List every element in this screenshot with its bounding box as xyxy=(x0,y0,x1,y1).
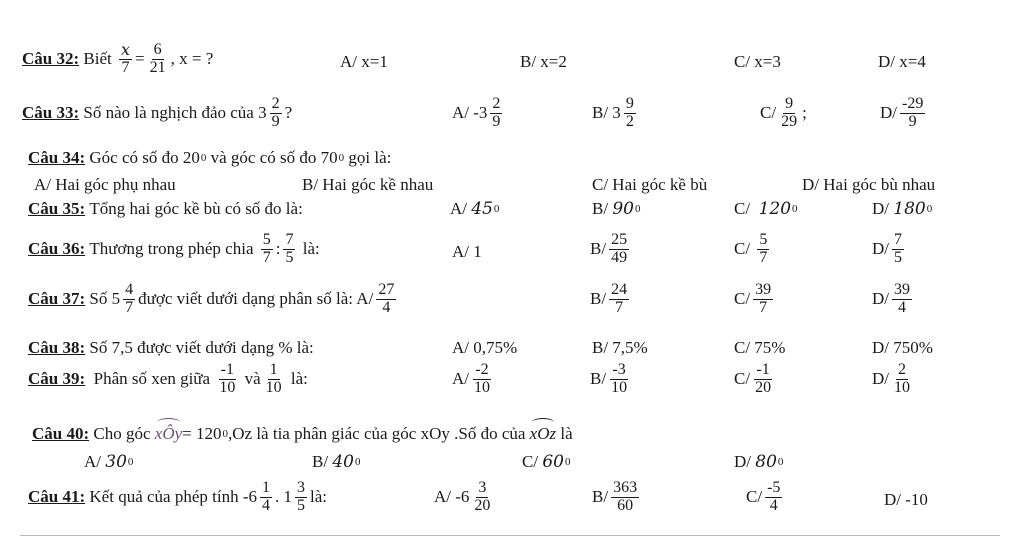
question-stem: Câu 36: Thương trong phép chia $\frac{5}{7}$ : $\frac{7}{5}$ là: xyxy=(28,231,320,266)
option-d[interactable]: D/ -10 xyxy=(884,490,928,509)
option-c[interactable]: C/ $\frac{5}{7}$ xyxy=(734,231,768,266)
option-d[interactable]: D/ x=4 xyxy=(878,52,926,71)
option-b[interactable]: B/ 3 $\frac{9}{2}$ xyxy=(592,95,634,130)
option-c[interactable]: C/ 60 0 xyxy=(522,452,571,472)
option-b[interactable]: B/ x=2 xyxy=(520,52,567,71)
fraction: $\frac{6}{21}$ xyxy=(149,41,166,76)
option-a[interactable]: $\frac{27}{4}$ xyxy=(378,281,395,316)
question-stem: Câu 34: Góc có số đo 20 0 và góc có số đo 70 0 gọi là: xyxy=(28,148,392,167)
question-label: Câu 35: xyxy=(28,199,86,218)
question-stem: Câu 38: Số 7,5 được viết dưới dạng % là: xyxy=(28,338,314,357)
option-d[interactable]: D/ $\frac{39}{4}$ xyxy=(872,281,910,316)
option-b[interactable]: B/ Hai góc kề nhau xyxy=(302,175,434,194)
question-label: Câu 40: xyxy=(32,424,90,443)
option-b[interactable]: B/ 40 0 xyxy=(312,452,361,472)
fraction: $\frac{x}{7}$ xyxy=(121,40,131,76)
option-c[interactable]: C/ Hai góc kề bù xyxy=(592,175,708,194)
option-a[interactable]: A/ -6 $\frac{3}{20}$ xyxy=(434,479,491,514)
option-b[interactable]: B/ 7,5% xyxy=(592,338,648,357)
question-stem: Câu 35: Tổng hai góc kề bù có số đo là: xyxy=(28,199,303,218)
angle-xoz: xOz xyxy=(530,424,556,444)
question-label: Câu 37: xyxy=(28,289,86,309)
option-d[interactable]: D/ $\frac{2}{10}$ xyxy=(872,361,910,396)
question-label: Câu 33: xyxy=(22,103,80,123)
question-text: Biết xyxy=(83,49,112,69)
angle-xoy: xÔy xyxy=(155,424,182,444)
question-stem: Câu 32: Biết $\frac{x}{7}$ = $\frac{6}{21}$ , x = ? xyxy=(22,40,214,76)
option-c[interactable]: C/ $\frac{-5}{4}$ xyxy=(746,479,781,514)
option-a[interactable]: A/ 1 xyxy=(452,242,482,261)
option-d[interactable]: D/ $\frac{-29}{9}$ xyxy=(880,95,924,130)
option-a[interactable]: A/ -3 $\frac{2}{9}$ xyxy=(452,95,501,130)
option-d[interactable]: D/ 180 0 xyxy=(872,199,933,219)
bottom-divider xyxy=(20,535,1000,536)
question-stem: Câu 39: Phân số xen giữa $\frac{-1}{10}$ và $\frac{1}{10}$ là: xyxy=(28,361,308,396)
option-a[interactable]: A/ Hai góc phụ nhau xyxy=(34,175,176,194)
option-d[interactable]: D/ 750% xyxy=(872,338,933,357)
option-a[interactable]: A/ 0,75% xyxy=(452,338,518,357)
option-c[interactable]: C/ 75% xyxy=(734,338,786,357)
question-text: Số nào là nghịch đảo của xyxy=(83,103,254,123)
question-label: Câu 41: xyxy=(28,487,86,507)
question-stem: Câu 37: Số 5 $\frac{4}{7}$ được viết dưới dạng phân số là: A/ $\frac{27}{4}$ xyxy=(28,281,395,316)
option-b[interactable]: B/ $\frac{25}{49}$ xyxy=(590,231,628,266)
option-a[interactable]: A/ 45 0 xyxy=(450,199,500,219)
option-b[interactable]: B/ $\frac{24}{7}$ xyxy=(590,281,628,316)
option-d[interactable]: D/ 80 0 xyxy=(734,452,784,472)
option-c[interactable]: C/ 120 0 xyxy=(734,199,798,219)
question-stem: Câu 33: Số nào là nghịch đảo của 3 $\frac{2}{9}$ ? xyxy=(22,95,293,130)
option-d[interactable]: D/ Hai góc bù nhau xyxy=(802,175,936,194)
option-a[interactable]: A/ 30 0 xyxy=(84,452,134,472)
question-label: Câu 32: xyxy=(22,49,80,69)
option-c[interactable]: C/ $\frac{9}{29}$ ; xyxy=(760,95,807,130)
option-b[interactable]: B/ 90 0 xyxy=(592,199,641,219)
question-stem: Câu 41: Kết quả của phép tính -6 $\frac{1}{4}$ . 1 $\frac{3}{5}$ là: xyxy=(28,479,327,514)
option-b[interactable]: B/ $\frac{363}{60}$ xyxy=(592,479,638,514)
question-label: Câu 36: xyxy=(28,239,86,259)
question-label: Câu 39: xyxy=(28,369,86,389)
question-stem: Câu 40: Cho góc xÔy = 120 0 ,Oz là tia phân giác của góc xOy .Số đo của xOz là xyxy=(32,424,573,444)
question-label: Câu 34: xyxy=(28,148,86,167)
question-label: Câu 38: xyxy=(28,338,86,357)
option-c[interactable]: C/ $\frac{-1}{20}$ xyxy=(734,361,772,396)
option-a[interactable]: A/ x=1 xyxy=(340,52,388,71)
option-c[interactable]: C/ $\frac{39}{7}$ xyxy=(734,281,772,316)
option-c[interactable]: C/ x=3 xyxy=(734,52,781,71)
option-b[interactable]: B/ $\frac{-3}{10}$ xyxy=(590,361,628,396)
option-d[interactable]: D/ $\frac{7}{5}$ xyxy=(872,231,902,266)
option-a[interactable]: A/ $\frac{-2}{10}$ xyxy=(452,361,490,396)
